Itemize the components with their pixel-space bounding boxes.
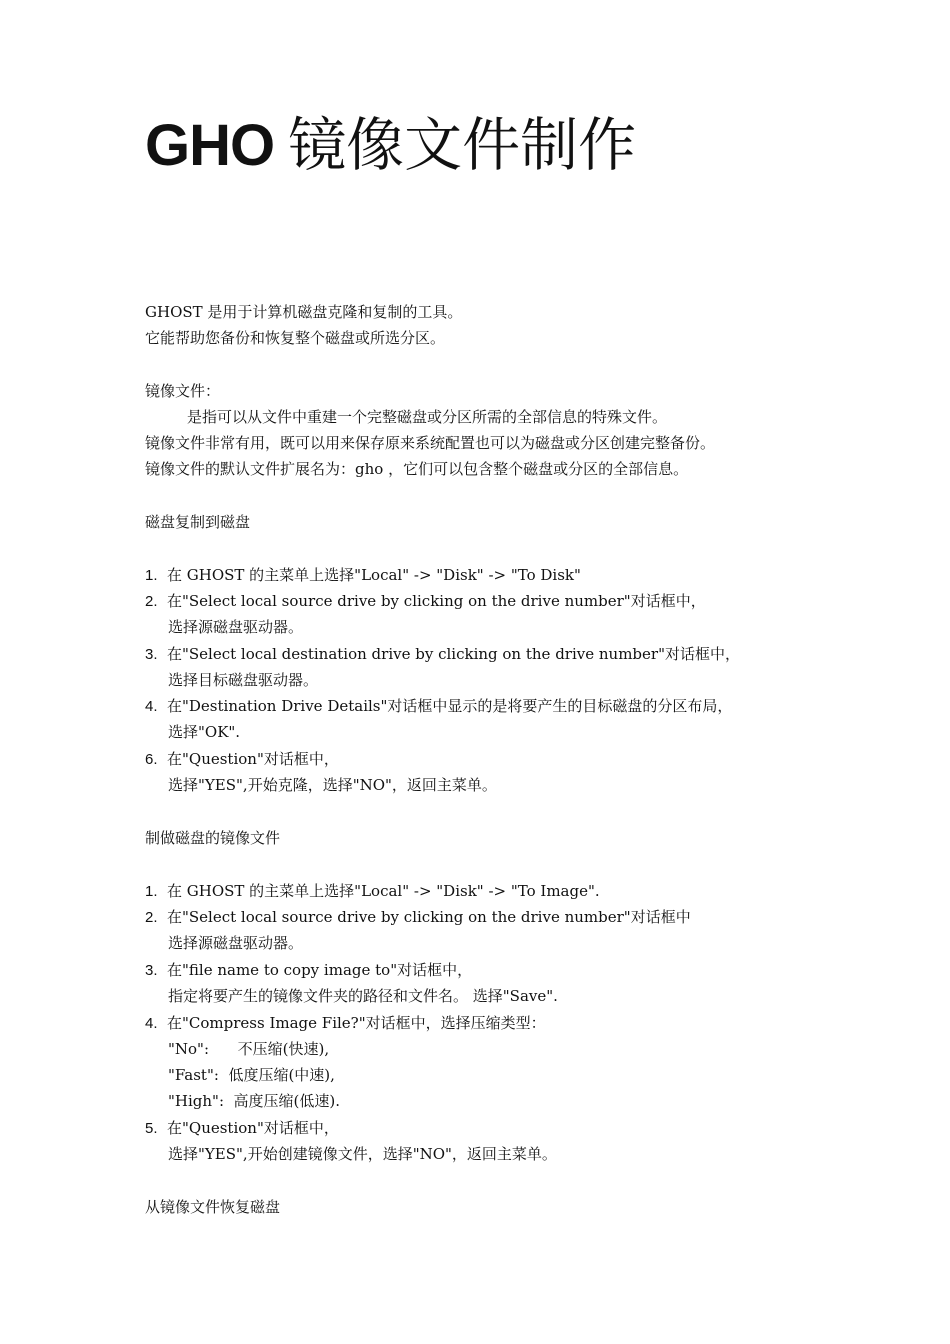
list-number: 4. (145, 1015, 158, 1032)
list-item (145, 1013, 546, 1034)
list-item (145, 696, 732, 717)
list-item-continuation: 选择源磁盘驱动器。 (168, 934, 304, 952)
intro-line-1: GHOST 是用于计算机磁盘克隆和复制的工具。 (145, 303, 463, 321)
list-number: 1. (145, 883, 158, 900)
list-item (145, 591, 706, 612)
list-number: 2. (145, 909, 158, 926)
title-cjk: 镜像文件制作 (288, 111, 637, 179)
list-item-continuation: 指定将要产生的镜像文件夹的路径和文件名。 选择"Save". (168, 987, 558, 1005)
list-number: 6. (145, 751, 158, 768)
list-item (145, 749, 339, 770)
section-heading-restore: 从镜像文件恢复磁盘 (145, 1198, 281, 1216)
compress-option-high: "High": 高度压缩(低速). (168, 1092, 341, 1110)
list-item (145, 960, 472, 981)
list-item-text: 在"Question"对话框中， (167, 1119, 339, 1137)
list-number: 2. (145, 593, 158, 610)
list-item-continuation: 选择"OK". (168, 723, 241, 741)
list-number: 3. (145, 962, 158, 979)
list-item-text: 在"Select local source drive by clicking on the drive number"对话框中， (167, 592, 706, 610)
section-heading-disk-to-image: 制做磁盘的镜像文件 (145, 829, 281, 847)
image-file-extension: 镜像文件的默认文件扩展名为：gho ，它们可以包含整个磁盘或分区的全部信息。 (145, 460, 689, 478)
list-item-continuation: 选择"YES",开始创建镜像文件，选择"NO"，返回主菜单。 (168, 1145, 557, 1163)
intro-line-2: 它能帮助您备份和恢复整个磁盘或所选分区。 (145, 329, 446, 347)
list-number: 1. (145, 567, 158, 584)
title-latin: GHO (145, 113, 275, 178)
compress-option-no: "No": 不压缩(快速), (168, 1040, 330, 1058)
list-number: 4. (145, 698, 158, 715)
list-item-text: 在 GHOST 的主菜单上选择"Local" -> "Disk" -> "To Disk" (167, 566, 581, 584)
list-item-text: 在 GHOST 的主菜单上选择"Local" -> "Disk" -> "To Image". (167, 882, 600, 900)
section-heading-disk-to-disk: 磁盘复制到磁盘 (145, 513, 251, 531)
list-item (145, 565, 581, 586)
image-file-definition: 是指可以从文件中重建一个完整磁盘或分区所需的全部信息的特殊文件。 (187, 408, 668, 426)
list-item-text: 在"Question"对话框中， (167, 750, 339, 768)
page-title (145, 108, 636, 183)
image-file-heading: 镜像文件： (145, 382, 221, 400)
list-item-text: 在"Select local destination drive by clicking on the drive number"对话框中， (167, 645, 740, 663)
list-item-text: 在"Select local source drive by clicking on the drive number"对话框中 (167, 908, 691, 926)
list-item-continuation: 选择"YES",开始克隆，选择"NO"，返回主菜单。 (168, 776, 497, 794)
list-number: 5. (145, 1120, 158, 1137)
list-item (145, 881, 600, 902)
list-item-continuation: 选择源磁盘驱动器。 (168, 618, 304, 636)
list-item-continuation: 选择目标磁盘驱动器。 (168, 671, 319, 689)
compress-option-fast: "Fast": 低度压缩(中速), (168, 1066, 335, 1084)
list-item-text: 在"file name to copy image to"对话框中， (167, 961, 473, 979)
list-item-text: 在"Compress Image File?"对话框中，选择压缩类型： (167, 1014, 546, 1032)
image-file-usefulness: 镜像文件非常有用，既可以用来保存原来系统配置也可以为磁盘或分区创建完整备份。 (145, 434, 716, 452)
list-item-text: 在"Destination Drive Details"对话框中显示的是将要产生的目标磁盘的分区布局， (167, 697, 733, 715)
list-item (145, 644, 740, 665)
list-item (145, 1118, 339, 1139)
list-item (145, 907, 691, 928)
list-number: 3. (145, 646, 158, 663)
